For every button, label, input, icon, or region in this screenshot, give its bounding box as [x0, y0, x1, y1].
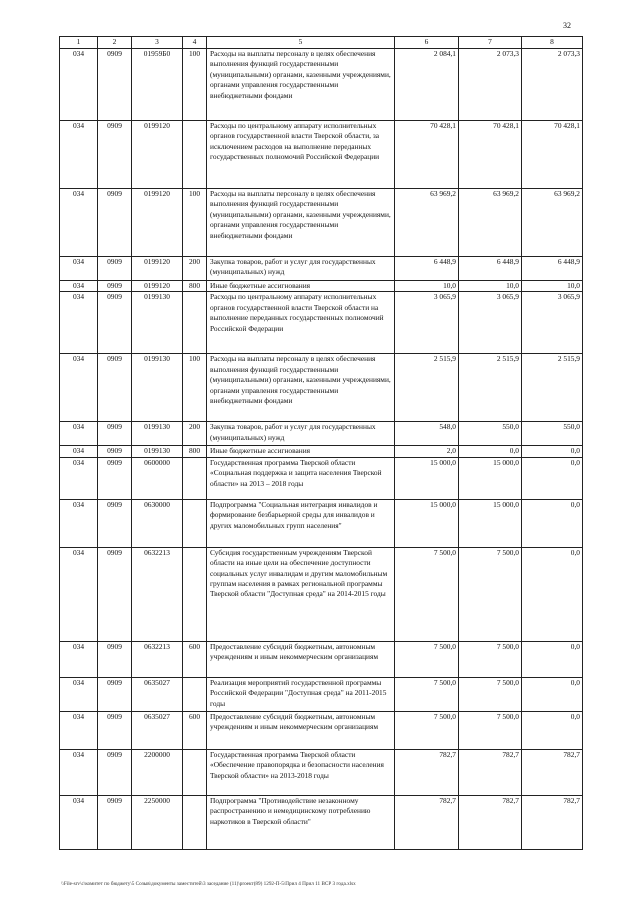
expense-type-code-cell: [183, 547, 207, 641]
target-article-code-cell: 0632213: [132, 547, 183, 641]
section-code-cell: 0909: [98, 121, 132, 189]
amount-col7-cell: 7 500,0: [459, 641, 522, 677]
target-article-code-cell: 0199130: [132, 422, 183, 446]
amount-col7-cell: 7 500,0: [459, 547, 522, 641]
section-code-cell: 0909: [98, 49, 132, 121]
expense-type-code-cell: 600: [183, 641, 207, 677]
admin-code-cell: 034: [60, 354, 98, 422]
column-header: 1: [60, 37, 98, 49]
amount-col6-cell: 7 500,0: [395, 711, 459, 749]
description-cell: Расходы на выплаты персоналу в целях обеспечения выполнения функций государственными (муниципальными) органами, казенными учреждениями, органами управления государственными внебюджетными фондами: [207, 354, 395, 422]
expense-type-code-cell: [183, 795, 207, 849]
amount-col8-cell: 0,0: [522, 446, 583, 457]
target-article-code-cell: 0199130: [132, 446, 183, 457]
section-code-cell: 0909: [98, 795, 132, 849]
target-article-code-cell: 0199130: [132, 354, 183, 422]
amount-col8-cell: 0,0: [522, 677, 583, 711]
admin-code-cell: 034: [60, 457, 98, 499]
table-row: [60, 677, 583, 711]
amount-col7-cell: 15 000,0: [459, 457, 522, 499]
description-cell: Закупка товаров, работ и услуг для государственных (муниципальных) нужд: [207, 257, 395, 281]
amount-col8-cell: 6 448,9: [522, 257, 583, 281]
section-code-cell: 0909: [98, 292, 132, 354]
admin-code-cell: 034: [60, 677, 98, 711]
section-code-cell: 0909: [98, 189, 132, 257]
admin-code-cell: 034: [60, 446, 98, 457]
column-number-row: [60, 37, 583, 49]
admin-code-cell: 034: [60, 547, 98, 641]
section-code-cell: 0909: [98, 422, 132, 446]
target-article-code-cell: 2250000: [132, 795, 183, 849]
description-cell: Закупка товаров, работ и услуг для государственных (муниципальных) нужд: [207, 422, 395, 446]
column-header: 3: [132, 37, 183, 49]
target-article-code-cell: 0199120: [132, 257, 183, 281]
column-header: 2: [98, 37, 132, 49]
expense-type-code-cell: 200: [183, 422, 207, 446]
table-body: [60, 49, 583, 850]
table-row: [60, 257, 583, 281]
amount-col6-cell: 548,0: [395, 422, 459, 446]
amount-col7-cell: 10,0: [459, 281, 522, 292]
admin-code-cell: 034: [60, 711, 98, 749]
amount-col6-cell: 782,7: [395, 749, 459, 795]
table-row: [60, 499, 583, 547]
admin-code-cell: 034: [60, 795, 98, 849]
description-cell: Реализация мероприятий государственной программы Российской Федерации "Доступная среда" на 2011-2015 годы: [207, 677, 395, 711]
admin-code-cell: 034: [60, 49, 98, 121]
section-code-cell: 0909: [98, 257, 132, 281]
section-code-cell: 0909: [98, 677, 132, 711]
section-code-cell: 0909: [98, 711, 132, 749]
amount-col8-cell: 70 428,1: [522, 121, 583, 189]
description-cell: Подпрограмма "Социальная интеграция инвалидов и формирование безбарьерной среды для инвалидов и других маломобильных групп населения": [207, 499, 395, 547]
target-article-code-cell: 0600000: [132, 457, 183, 499]
amount-col8-cell: 2 515,9: [522, 354, 583, 422]
amount-col7-cell: 2 073,3: [459, 49, 522, 121]
section-code-cell: 0909: [98, 499, 132, 547]
footer-file-path: \\File-srv\c\комитет по бюджету\5 Созыв\документы заместитей\3 заседание (11)\proект(89) 1292-П-5\Прил 4 Прил 11 ВСР 3 года.xlsx: [61, 881, 356, 887]
expense-type-code-cell: 200: [183, 257, 207, 281]
target-article-code-cell: 0635027: [132, 711, 183, 749]
column-header: 4: [183, 37, 207, 49]
table-row: [60, 354, 583, 422]
target-article-code-cell: 0199130: [132, 292, 183, 354]
target-article-code-cell: 01959Б0: [132, 49, 183, 121]
amount-col7-cell: 0,0: [459, 446, 522, 457]
target-article-code-cell: 0630000: [132, 499, 183, 547]
amount-col7-cell: 7 500,0: [459, 677, 522, 711]
table-row: [60, 795, 583, 849]
section-code-cell: 0909: [98, 749, 132, 795]
description-cell: Расходы на выплаты персоналу в целях обеспечения выполнения функций государственными (муниципальными) органами, казенными учреждениями, органами управления государственными внебюджетными фондами: [207, 49, 395, 121]
section-code-cell: 0909: [98, 547, 132, 641]
description-cell: Предоставление субсидий бюджетным, автономным учреждениям и иным некоммерческим организациям: [207, 641, 395, 677]
expense-type-code-cell: [183, 121, 207, 189]
table-row: [60, 49, 583, 121]
amount-col8-cell: 0,0: [522, 547, 583, 641]
amount-col8-cell: 0,0: [522, 641, 583, 677]
amount-col6-cell: 2 515,9: [395, 354, 459, 422]
section-code-cell: 0909: [98, 457, 132, 499]
amount-col8-cell: 63 969,2: [522, 189, 583, 257]
amount-col8-cell: 782,7: [522, 749, 583, 795]
expense-type-code-cell: 100: [183, 189, 207, 257]
description-cell: Предоставление субсидий бюджетным, автономным учреждениям и иным некоммерческим организациям: [207, 711, 395, 749]
amount-col6-cell: 2 084,1: [395, 49, 459, 121]
table-row: [60, 281, 583, 292]
description-cell: Иные бюджетные ассигнования: [207, 281, 395, 292]
target-article-code-cell: 0632213: [132, 641, 183, 677]
description-cell: Расходы по центральному аппарату исполнительных органов государственной власти Тверской области, за исключением расходов на выполнение переданных государственных полномочий Российской Федерации: [207, 121, 395, 189]
table-row: [60, 547, 583, 641]
amount-col6-cell: 15 000,0: [395, 499, 459, 547]
amount-col6-cell: 70 428,1: [395, 121, 459, 189]
table-row: [60, 749, 583, 795]
table-row: [60, 189, 583, 257]
column-header: 8: [522, 37, 583, 49]
section-code-cell: 0909: [98, 354, 132, 422]
amount-col8-cell: 782,7: [522, 795, 583, 849]
target-article-code-cell: 0199120: [132, 281, 183, 292]
amount-col7-cell: 2 515,9: [459, 354, 522, 422]
amount-col6-cell: 6 448,9: [395, 257, 459, 281]
expense-type-code-cell: [183, 749, 207, 795]
admin-code-cell: 034: [60, 749, 98, 795]
expense-type-code-cell: 800: [183, 446, 207, 457]
amount-col6-cell: 3 065,9: [395, 292, 459, 354]
admin-code-cell: 034: [60, 641, 98, 677]
section-code-cell: 0909: [98, 281, 132, 292]
admin-code-cell: 034: [60, 499, 98, 547]
amount-col7-cell: 7 500,0: [459, 711, 522, 749]
column-header: 5: [207, 37, 395, 49]
target-article-code-cell: 2200000: [132, 749, 183, 795]
description-cell: Расходы на выплаты персоналу в целях обеспечения выполнения функций государственными (муниципальными) органами, казенными учреждениями, органами управления государственными внебюджетными фондами: [207, 189, 395, 257]
amount-col6-cell: 2,0: [395, 446, 459, 457]
target-article-code-cell: 0199120: [132, 189, 183, 257]
amount-col8-cell: 0,0: [522, 457, 583, 499]
admin-code-cell: 034: [60, 281, 98, 292]
page-number: 32: [563, 21, 571, 30]
expense-type-code-cell: 800: [183, 281, 207, 292]
admin-code-cell: 034: [60, 189, 98, 257]
amount-col8-cell: 2 073,3: [522, 49, 583, 121]
column-header: 6: [395, 37, 459, 49]
amount-col6-cell: 7 500,0: [395, 677, 459, 711]
expense-type-code-cell: [183, 499, 207, 547]
expense-type-code-cell: [183, 457, 207, 499]
description-cell: Расходы по центральному аппарату исполнительных органов государственной власти Тверской области на выполнение переданных государственных полномочий Российской Федерации: [207, 292, 395, 354]
budget-table: [59, 36, 583, 850]
description-cell: Государственная программа Тверской области «Социальная поддержка и защита населения Тверской области» на 2013 – 2018 годы: [207, 457, 395, 499]
admin-code-cell: 034: [60, 292, 98, 354]
amount-col6-cell: 10,0: [395, 281, 459, 292]
amount-col6-cell: 782,7: [395, 795, 459, 849]
amount-col8-cell: 0,0: [522, 711, 583, 749]
amount-col6-cell: 15 000,0: [395, 457, 459, 499]
amount-col7-cell: 782,7: [459, 795, 522, 849]
amount-col7-cell: 15 000,0: [459, 499, 522, 547]
description-cell: Подпрограмма "Противодействие незаконному распространению и немедицинскому потреблению наркотиков в Тверской области": [207, 795, 395, 849]
expense-type-code-cell: [183, 677, 207, 711]
admin-code-cell: 034: [60, 121, 98, 189]
table-row: [60, 121, 583, 189]
table-row: [60, 422, 583, 446]
amount-col7-cell: 6 448,9: [459, 257, 522, 281]
table-row: [60, 457, 583, 499]
description-cell: Субсидия государственным учреждениям Тверской области на иные цели на обеспечение доступности социальных услуг инвалидам и другим маломобильным группам населения в рамках региональной программы Тверской области "Доступная среда" на 2014-2015 годы: [207, 547, 395, 641]
expense-type-code-cell: 100: [183, 354, 207, 422]
amount-col8-cell: 0,0: [522, 499, 583, 547]
table-row: [60, 292, 583, 354]
amount-col8-cell: 3 065,9: [522, 292, 583, 354]
expense-type-code-cell: 100: [183, 49, 207, 121]
amount-col7-cell: 782,7: [459, 749, 522, 795]
table-row: [60, 711, 583, 749]
admin-code-cell: 034: [60, 422, 98, 446]
description-cell: Государственная программа Тверской области «Обеспечение правопорядка и безопасности населения Тверской области» на 2013-2018 годы: [207, 749, 395, 795]
section-code-cell: 0909: [98, 641, 132, 677]
target-article-code-cell: 0199120: [132, 121, 183, 189]
amount-col6-cell: 63 969,2: [395, 189, 459, 257]
description-cell: Иные бюджетные ассигнования: [207, 446, 395, 457]
amount-col8-cell: 10,0: [522, 281, 583, 292]
target-article-code-cell: 0635027: [132, 677, 183, 711]
column-header: 7: [459, 37, 522, 49]
table-row: [60, 446, 583, 457]
amount-col8-cell: 550,0: [522, 422, 583, 446]
admin-code-cell: 034: [60, 257, 98, 281]
expense-type-code-cell: 600: [183, 711, 207, 749]
amount-col7-cell: 550,0: [459, 422, 522, 446]
amount-col6-cell: 7 500,0: [395, 641, 459, 677]
amount-col7-cell: 63 969,2: [459, 189, 522, 257]
amount-col7-cell: 70 428,1: [459, 121, 522, 189]
amount-col6-cell: 7 500,0: [395, 547, 459, 641]
expense-type-code-cell: [183, 292, 207, 354]
table-row: [60, 641, 583, 677]
amount-col7-cell: 3 065,9: [459, 292, 522, 354]
section-code-cell: 0909: [98, 446, 132, 457]
